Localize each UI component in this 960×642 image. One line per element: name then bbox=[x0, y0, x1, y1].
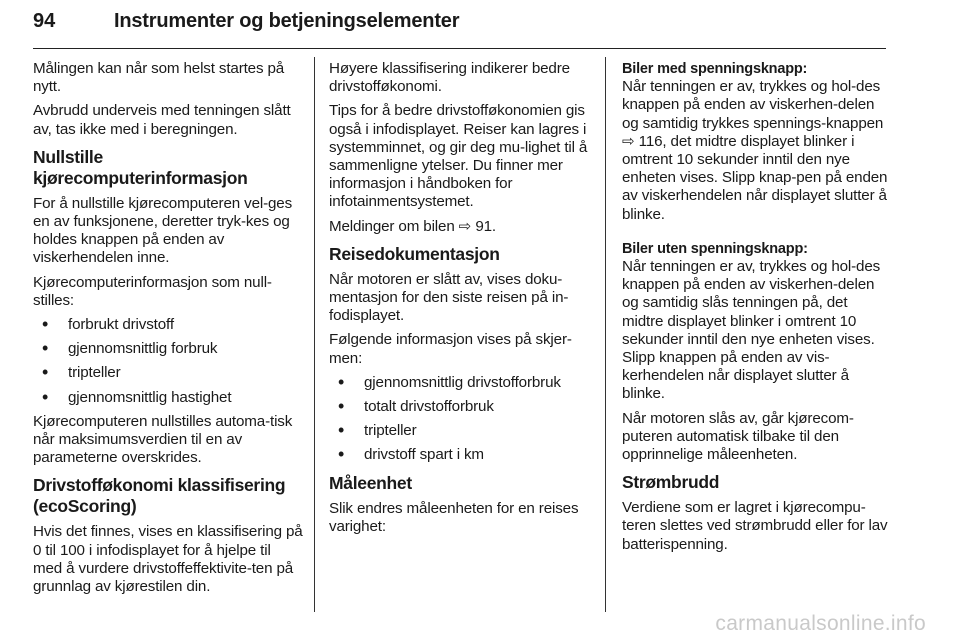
subheading-with-voltage-button: Biler med spenningsknapp: bbox=[622, 61, 808, 77]
section-heading-travel-documentation: Reisedokumentasjon bbox=[329, 243, 500, 264]
bullet-list bbox=[329, 374, 594, 465]
column-divider bbox=[605, 57, 606, 612]
list-item: • gjennomsnittlig hastighet bbox=[33, 389, 303, 407]
list-item: • forbrukt drivstoff bbox=[33, 316, 303, 334]
paragraph: Når tenningen er av, trykkes og hol-des knappen på enden av viskerhen-delen og samtidig trykkes spennings-knappen ⇨ 116, det midtre displayet blinker i omtrent 10 sekunder inntil den nye enheten vises. Slipp knap-pen på enden av viskerhendelen når displayet slutter å blinke. bbox=[622, 78, 888, 223]
spacer bbox=[622, 230, 888, 240]
paragraph: Høyere klassifisering indikerer bedre drivstofføkonomi. bbox=[329, 60, 570, 96]
paragraph: Slik endres måleenheten for en reises varighet: bbox=[329, 499, 579, 535]
section-heading-unit: Måleenhet bbox=[329, 472, 412, 493]
column-left bbox=[33, 60, 303, 602]
column-divider bbox=[314, 57, 315, 612]
column-right bbox=[622, 60, 888, 560]
paragraph: Verdiene som er lagret i kjørecompu-teren slettes ved strømbrudd eller for lav batterispenning. bbox=[622, 499, 888, 553]
page-number: 94 bbox=[33, 10, 56, 32]
paragraph: Følgende informasjon vises på skjer-men: bbox=[329, 331, 572, 367]
paragraph: Når motoren er slått av, vises doku-mentasjon for den siste reisen på in-fodisplayet. bbox=[329, 270, 569, 325]
paragraph: Tips for å bedre drivstofføkonomien gis også i infodisplayet. Reiser kan lagres i systemminnet, og gir deg mu-lighet til å sammenligne ytelser. Du finner mer informasjon i håndboken for infotainmentsystemet. bbox=[329, 102, 588, 211]
page-title: Instrumenter og betjeningselementer bbox=[114, 10, 460, 32]
list-item: • tripteller bbox=[329, 422, 594, 440]
column-middle bbox=[329, 60, 594, 542]
paragraph: Hvis det finnes, vises en klassifisering på 0 til 100 i infodisplayet for å hjelpe til med å vurdere drivstoffeffektivite-ten på grunnlag av kjørestilen din. bbox=[33, 523, 303, 596]
list-item: • drivstoff spart i km bbox=[329, 446, 594, 464]
list-item: • tripteller bbox=[33, 364, 303, 382]
section-heading-reset: Nullstille kjørecomputerinformasjon bbox=[33, 146, 248, 188]
watermark: carmanualsonline.info bbox=[715, 612, 926, 635]
list-item: • gjennomsnittlig drivstofforbruk bbox=[329, 374, 594, 392]
list-item: • gjennomsnittlig forbruk bbox=[33, 340, 303, 358]
paragraph: Meldinger om bilen ⇨ 91. bbox=[329, 217, 496, 235]
list-item: • totalt drivstofforbruk bbox=[329, 398, 594, 416]
paragraph: Når motoren slås av, går kjørecom-puteren automatisk tilbake til den opprinnelige måleenheten. bbox=[622, 409, 854, 464]
paragraph: Kjørecomputeren nullstilles automa-tisk når maksimumsverdien til en av parameterne overskrides. bbox=[33, 412, 293, 467]
section-heading-power-failure: Strømbrudd bbox=[622, 472, 720, 493]
paragraph: Kjørecomputerinformasjon som null-stilles: bbox=[33, 273, 272, 309]
section-heading-ecoscoring: Drivstofføkonomi klassifisering (ecoScoring) bbox=[33, 475, 286, 517]
paragraph: Avbrudd underveis med tenningen slått av, tas ikke med i beregningen. bbox=[33, 102, 291, 138]
paragraph: Når tenningen er av, trykkes og hol-des knappen på enden av viskerhen-delen og samtidig slås tenningen på, det midtre displayet blinker i omtrent 10 sekunder inntil den nye enheten vises. Slipp knappen på enden av vis-kerhendelen når displayet slutter å blinke. bbox=[622, 258, 881, 403]
paragraph: For å nullstille kjørecomputeren vel-ges en av funksjonene, deretter tryk-kes og holdes knappen på enden av viskerhendelen inne. bbox=[33, 194, 293, 267]
paragraph: Målingen kan når som helst startes på nytt. bbox=[33, 60, 285, 96]
subheading-without-voltage-button: Biler uten spenningsknapp: bbox=[622, 240, 808, 257]
bullet-list bbox=[33, 316, 303, 407]
page-header bbox=[33, 8, 886, 49]
